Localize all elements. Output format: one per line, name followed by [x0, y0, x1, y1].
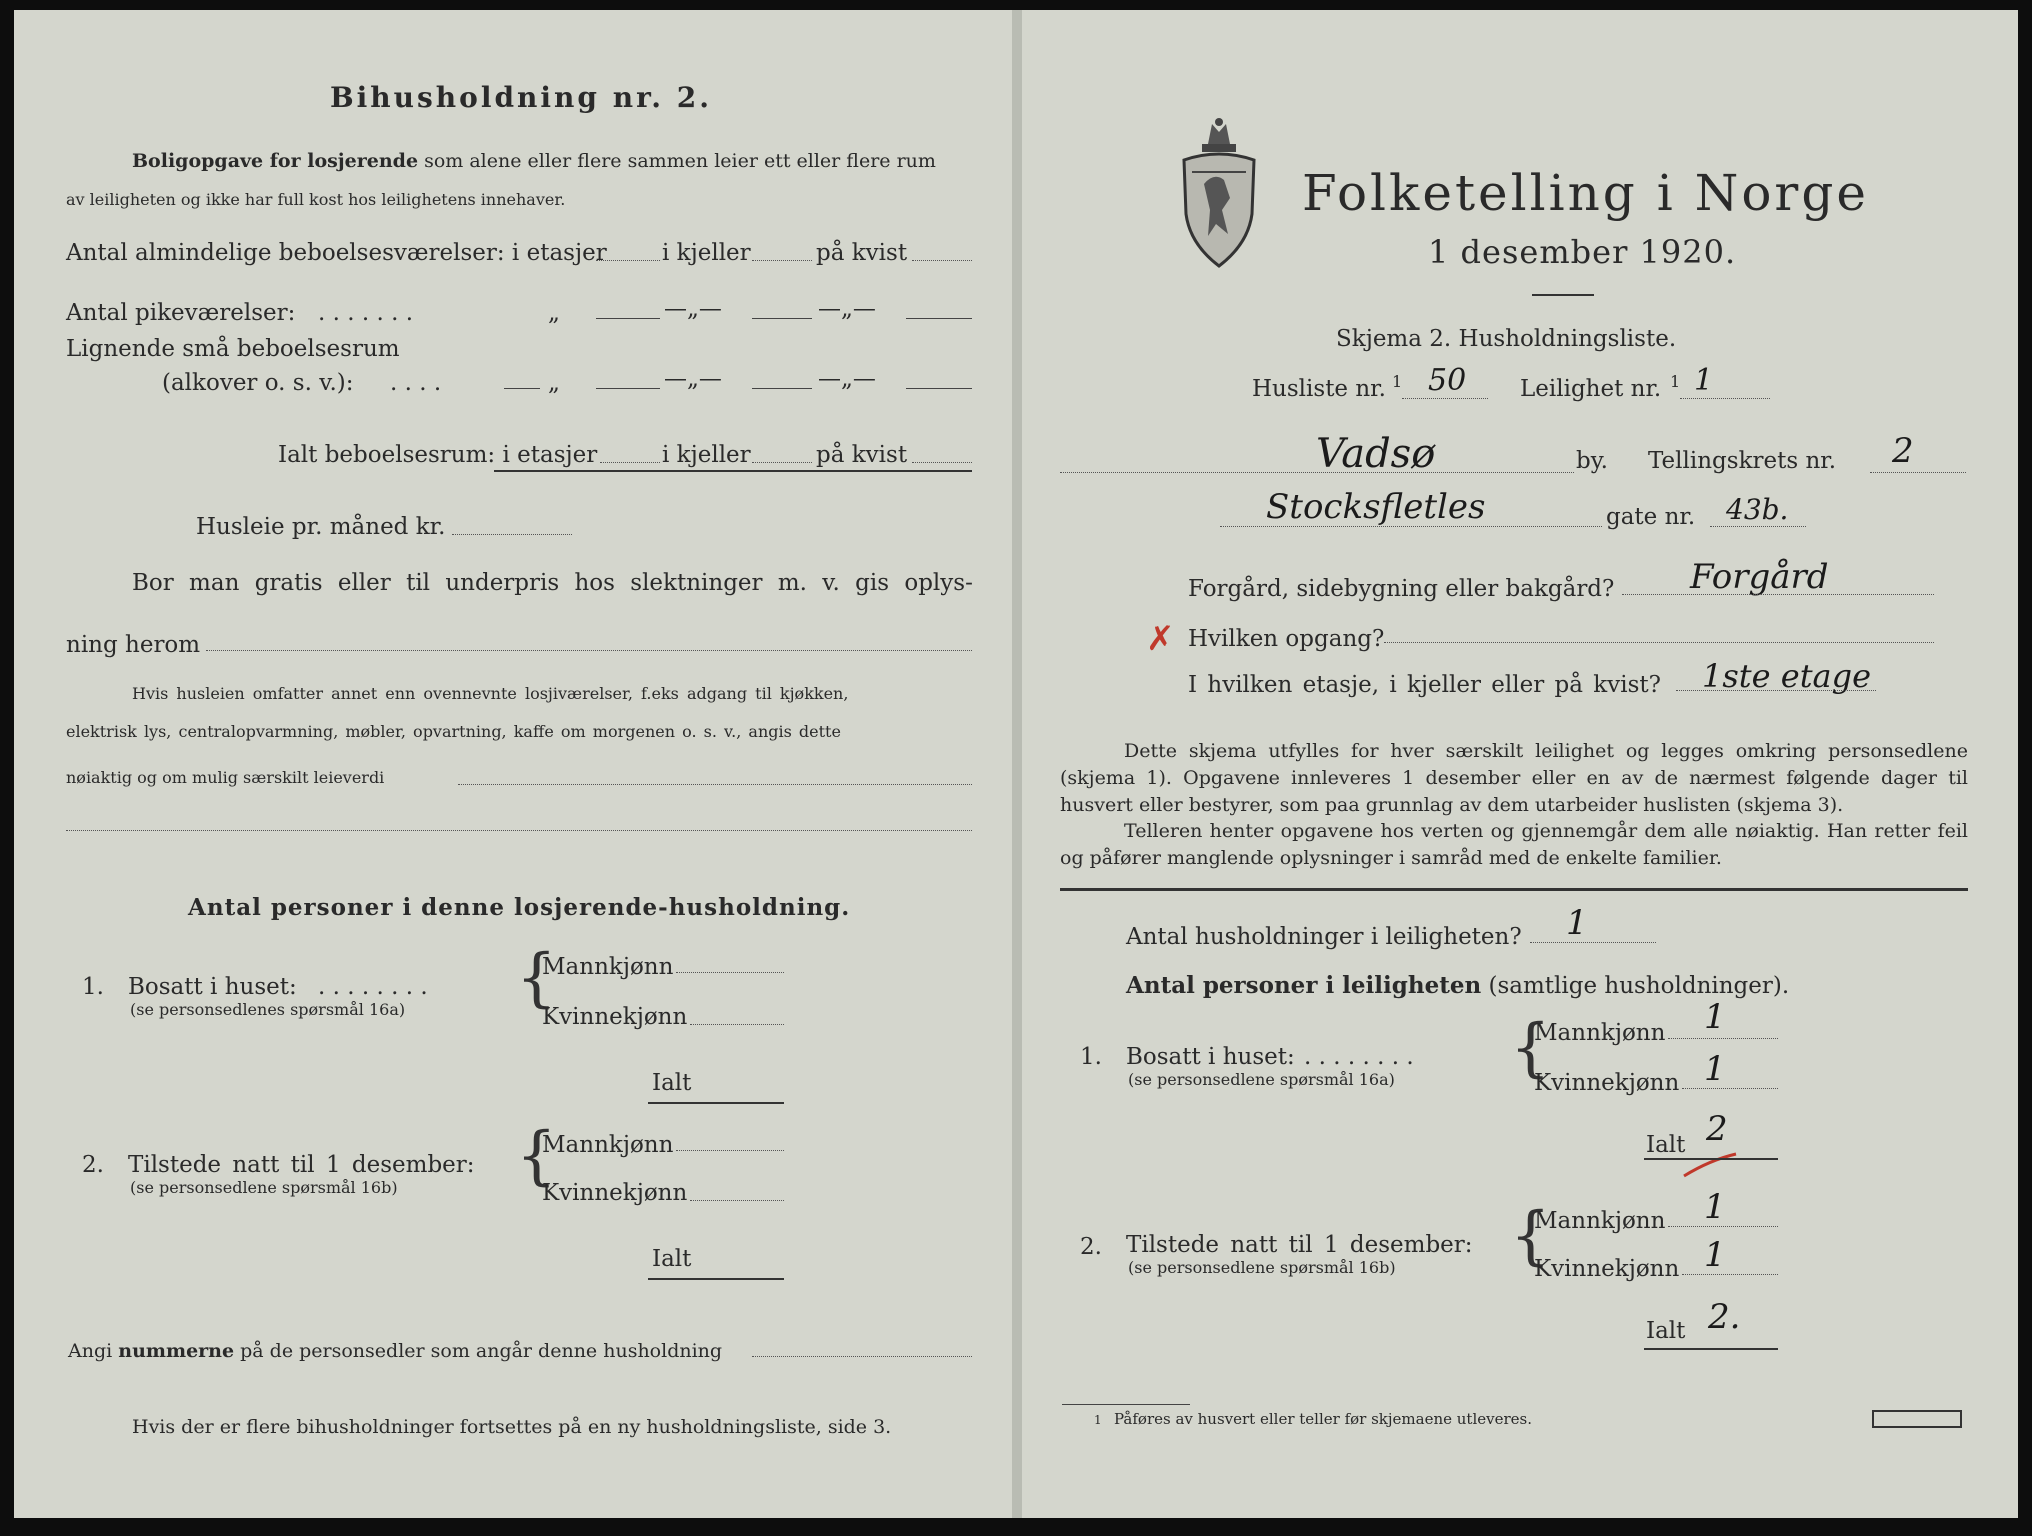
ialt-rooms-label: Ialt beboelsesrum: i etasjer: [278, 442, 598, 468]
footnote-text: Påføres av husvert eller teller før skjemaene utleveres.: [1114, 1410, 1532, 1428]
left-q1-mann-line[interactable]: [676, 972, 784, 973]
alkover-line-1[interactable]: [596, 388, 660, 389]
personer-bold: Antal personer i leiligheten: [1126, 972, 1482, 999]
rooms-kvist-label: på kvist: [816, 240, 908, 266]
ialt-rooms-underline: [494, 470, 972, 472]
husliste-line[interactable]: [1402, 398, 1488, 399]
pike-ditto-2: —„—: [664, 296, 722, 322]
right-q2-brace: {: [1510, 1199, 1551, 1273]
husholdninger-value: 1: [1566, 903, 1588, 943]
left-q1-kvinne-line[interactable]: [690, 1024, 784, 1025]
leilighet-sup: 1: [1670, 372, 1681, 391]
right-q1-ialt-line[interactable]: [1644, 1158, 1778, 1160]
right-q1-kvinne: Kvinnekjønn: [1534, 1070, 1680, 1096]
etasje-value: 1ste etage: [1702, 657, 1872, 695]
instruction-para-1: Dette skjema utfylles for hver særskilt leilighet og legges omkring personsedlene (skjema 1). Opgavene innleveres 1 desember eller en av de nærmest følgende dager til husvert eller bestyrer, som paa grunnlag av dem utarbeider huslisten (skjema 3).: [1060, 740, 1968, 816]
husholdninger-line[interactable]: [1530, 942, 1656, 943]
right-q1-label: Bosatt i huset:: [1126, 1044, 1295, 1070]
intro-bold: Boligopgave for losjerende: [132, 150, 419, 172]
gate-nr-value: 43b.: [1726, 493, 1789, 526]
title-rule: [1532, 294, 1594, 296]
left-q1-num: 1.: [82, 974, 104, 1000]
right-q2-kvinne-line[interactable]: [1682, 1274, 1778, 1275]
alkover-line-3[interactable]: [906, 388, 972, 389]
pike-line-3[interactable]: [906, 318, 972, 319]
pike-ditto-3: —„—: [818, 296, 876, 322]
husholdninger-label: Antal husholdninger i leiligheten?: [1126, 924, 1522, 950]
bor-line2: ning herom: [66, 632, 201, 658]
leilighet-value: 1: [1694, 363, 1714, 398]
angi-rest: på de personsedler som angår denne husholdning: [240, 1340, 723, 1362]
pike-dots: . . . . . . .: [318, 300, 414, 326]
etasje-line[interactable]: [1676, 690, 1876, 691]
left-q1-brace: {: [516, 941, 557, 1015]
printer-stamp: [1872, 1410, 1962, 1428]
left-q2-mann: Mannkjønn: [542, 1132, 674, 1158]
instruction-para-2: Telleren henter opgavene hos verten og gjennemgår dem alle nøiaktig. Han retter feil og påfører manglende oplysninger i samråd med de enkelte familier.: [1060, 820, 1968, 869]
red-correction-mark-icon: [1680, 1150, 1740, 1180]
gate-line[interactable]: [1220, 526, 1602, 527]
census-date: 1 desember 1920.: [1428, 233, 1737, 271]
right-q2-kvinne: Kvinnekjønn: [1534, 1256, 1680, 1282]
footnote-rule: [1062, 1404, 1190, 1405]
rooms-kvist-line[interactable]: [912, 260, 972, 261]
right-q2-kvinne-value: 1: [1704, 1235, 1726, 1275]
left-page: [14, 10, 1014, 1518]
footnote-num: 1: [1094, 1413, 1102, 1427]
gate-value: Stocksfletles: [1266, 487, 1486, 527]
lignende-label: Lignende små beboelsesrum: [66, 336, 400, 362]
right-q1-mann-value: 1: [1704, 997, 1726, 1037]
left-q2-brace: {: [516, 1119, 557, 1193]
right-q2-ialt: Ialt: [1646, 1318, 1686, 1344]
folketelling-title: Folketelling i Norge: [1302, 164, 1869, 222]
by-label: by.: [1576, 448, 1608, 474]
rooms-etasjer-line[interactable]: [596, 260, 660, 261]
right-q1-kvinne-value: 1: [1704, 1049, 1726, 1089]
forgaard-line[interactable]: [1622, 594, 1934, 595]
tellingskrets-line[interactable]: [1870, 472, 1966, 473]
left-q2-num: 2.: [82, 1152, 104, 1178]
left-q2-sub: (se personsedlene spørsmål 16b): [130, 1178, 398, 1197]
alkover-label: (alkover o. s. v.):: [162, 370, 354, 396]
tellingskrets-value: 2: [1892, 431, 1914, 471]
forgaard-label: Forgård, sidebygning eller bakgård?: [1188, 576, 1615, 602]
pike-ditto-1: „: [548, 300, 560, 326]
hvis-line3: nøiaktig og om mulig særskilt leieverdi: [66, 768, 385, 787]
left-q1-sub: (se personsedlenes spørsmål 16a): [130, 1000, 406, 1019]
right-q1-ialt: Ialt: [1646, 1132, 1686, 1158]
left-q2-ialt-line[interactable]: [648, 1278, 784, 1280]
gate-label: gate nr.: [1606, 504, 1696, 530]
right-q2-num: 2.: [1080, 1234, 1102, 1260]
gate-nr-line[interactable]: [1710, 526, 1806, 527]
angi-pre: Angi: [68, 1340, 113, 1362]
left-q1-ialt-line[interactable]: [648, 1102, 784, 1104]
leieverdi-line[interactable]: [458, 784, 972, 785]
right-q2-label: Tilstede natt til 1 desember:: [1126, 1232, 1473, 1258]
hvis-line2: elektrisk lys, centralopvarmning, møbler, opvartning, kaffe om morgenen o. s. v., angis dette: [66, 722, 841, 741]
rooms-kjeller-label: i kjeller: [662, 240, 751, 266]
right-q2-mann-line[interactable]: [1668, 1226, 1778, 1227]
pike-label: Antal pikeværelser:: [66, 300, 296, 326]
ialt-kjeller-label: i kjeller: [662, 442, 751, 468]
right-q2-mann: Mannkjønn: [1534, 1208, 1666, 1234]
right-q2-sub: (se personsedlene spørsmål 16b): [1128, 1258, 1396, 1277]
right-q1-mann-line[interactable]: [1668, 1038, 1778, 1039]
right-q2-ialt-value: 2.: [1708, 1297, 1741, 1337]
coat-of-arms-icon: [1178, 114, 1260, 270]
instructions-rule: [1060, 888, 1968, 891]
alkover-dots: . . . .: [390, 370, 442, 396]
left-q2-label: Tilstede natt til 1 desember:: [128, 1152, 475, 1178]
intro-rest: som alene eller flere sammen leier ett eller flere rum: [424, 150, 936, 172]
alkover-line-2[interactable]: [752, 388, 812, 389]
right-q1-num: 1.: [1080, 1044, 1102, 1070]
ialt-etasjer-line[interactable]: [600, 462, 660, 463]
husleie-line[interactable]: [452, 534, 572, 535]
right-q2-mann-value: 1: [1704, 1187, 1726, 1227]
ialt-kvist-label: på kvist: [816, 442, 908, 468]
opgang-label: Hvilken opgang?: [1188, 626, 1385, 652]
alkover-ditto-2: —„—: [664, 366, 722, 392]
right-q1-mann: Mannkjønn: [1534, 1020, 1666, 1046]
right-q1-dots: . . . . . . . .: [1304, 1044, 1414, 1070]
personer-rest: (samtlige husholdninger).: [1488, 973, 1790, 999]
husliste-value: 50: [1428, 363, 1467, 398]
hvis-line1: Hvis husleien omfatter annet enn ovennevnte losjiværelser, f.eks adgang til kjøkken,: [132, 684, 849, 703]
skjema-label: Skjema 2. Husholdningsliste.: [1336, 326, 1677, 352]
leilighet-label: Leilighet nr.: [1520, 376, 1662, 402]
left-q1-dots: . . . . . . . .: [318, 974, 428, 1000]
leieverdi-line-2[interactable]: [66, 830, 972, 831]
right-q1-sub: (se personsedlene spørsmål 16a): [1128, 1070, 1395, 1089]
left-q2-mann-line[interactable]: [676, 1150, 784, 1151]
rooms-label: Antal almindelige beboelsesværelser: i etasjer: [66, 240, 607, 266]
left-q2-kvinne: Kvinnekjønn: [542, 1180, 688, 1206]
ialt-kvist-line[interactable]: [912, 462, 972, 463]
by-line[interactable]: [1060, 472, 1574, 473]
left-q1-kvinne: Kvinnekjønn: [542, 1004, 688, 1030]
by-value: Vadsø: [1316, 431, 1436, 477]
rooms-kjeller-line[interactable]: [752, 260, 812, 261]
forgaard-value: Forgård: [1690, 557, 1829, 597]
tellingskrets-label: Tellingskrets nr.: [1648, 448, 1837, 474]
antal-personer-header: Antal personer i denne losjerende-husholdning.: [188, 894, 851, 921]
intro-line2: av leiligheten og ikke har full kost hos leilighetens innehaver.: [66, 190, 566, 209]
opgang-line[interactable]: [1384, 642, 1934, 643]
pike-line-2[interactable]: [752, 318, 812, 319]
left-q1-ialt: Ialt: [652, 1070, 692, 1096]
husliste-label: Husliste nr.: [1252, 376, 1386, 402]
etasje-label: I hvilken etasje, i kjeller eller på kvist?: [1188, 672, 1661, 698]
left-footer: Hvis der er flere bihusholdninger fortsettes på en ny husholdningsliste, side 3.: [132, 1416, 892, 1438]
bor-line1: Bor man gratis eller til underpris hos slektninger m. v. gis oplys-: [132, 570, 973, 596]
right-q1-ialt-value: 2: [1706, 1109, 1728, 1149]
husliste-sup: 1: [1392, 372, 1403, 391]
alkover-line-0[interactable]: [504, 388, 540, 389]
angi-line[interactable]: [752, 1356, 972, 1357]
bihusholdning-title: Bihusholdning nr. 2.: [330, 81, 712, 114]
left-q1-mann: Mannkjønn: [542, 954, 674, 980]
ialt-kjeller-line[interactable]: [752, 462, 812, 463]
right-q1-kvinne-line[interactable]: [1682, 1088, 1778, 1089]
left-q2-kvinne-line[interactable]: [690, 1200, 784, 1201]
bor-line[interactable]: [206, 650, 972, 651]
check-mark-icon: ✗: [1146, 619, 1175, 659]
angi-bold: nummerne: [118, 1340, 235, 1362]
left-q2-ialt: Ialt: [652, 1246, 692, 1272]
pike-line-1[interactable]: [596, 318, 660, 319]
alkover-ditto-3: —„—: [818, 366, 876, 392]
leilighet-line[interactable]: [1680, 398, 1770, 399]
right-q2-ialt-line[interactable]: [1644, 1348, 1778, 1350]
alkover-ditto-1: „: [548, 370, 560, 396]
right-q1-brace: {: [1510, 1011, 1551, 1085]
left-q1-label: Bosatt i huset:: [128, 974, 297, 1000]
husleie-label: Husleie pr. måned kr.: [196, 514, 446, 540]
